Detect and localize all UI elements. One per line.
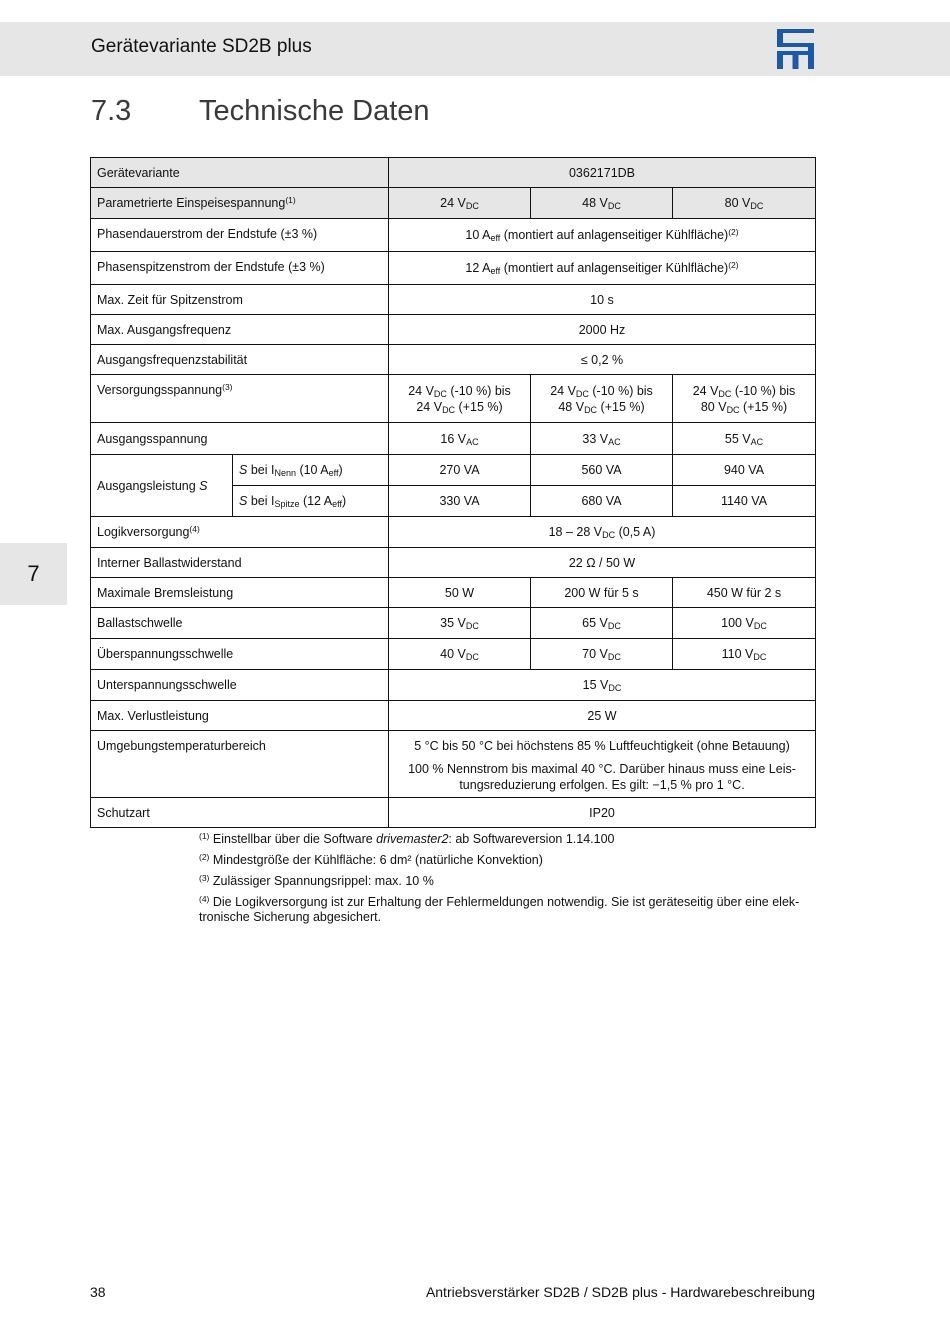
out-power-label: Ausgangsleistung <box>97 478 196 493</box>
value-text: 80 V <box>700 399 727 414</box>
table-row <box>91 455 816 486</box>
temp-value <box>389 731 816 798</box>
value-text: 24 V <box>692 383 719 398</box>
value-text: 24 V <box>550 383 576 398</box>
out-power-spitze-value: 680 VA <box>531 486 673 517</box>
brake-value: 450 W für 2 s <box>673 578 816 608</box>
footnote <box>199 832 815 847</box>
out-power-spitze-label <box>233 486 389 517</box>
supply-range-label-cell <box>91 375 389 423</box>
protection-value: IP20 <box>389 798 816 828</box>
out-power-nenn-value: 560 VA <box>531 455 673 486</box>
max-freq-label: Max. Ausgangsfrequenz <box>91 315 389 345</box>
under-value <box>389 670 816 701</box>
unit-subscript: DC <box>465 652 479 662</box>
table-row <box>91 548 816 578</box>
out-power-nenn-value: 270 VA <box>389 455 531 486</box>
supply-label: Parametrierte Einspeisespannung <box>97 196 286 210</box>
unit-subscript: DC <box>433 388 447 399</box>
loss-label: Max. Verlustleistung <box>91 701 389 731</box>
logic-value <box>389 517 816 548</box>
unit-subscript: DC <box>608 683 622 693</box>
unit-subscript: eff <box>332 499 342 509</box>
footnote-ref: (2) <box>728 227 739 237</box>
symbol-s: S <box>239 463 248 477</box>
unit-subscript: eff <box>490 233 501 243</box>
footnote-ref: (3) <box>222 382 233 392</box>
ballast-thr-value <box>531 608 673 639</box>
footnote <box>199 874 815 889</box>
over-label: Überspannungsschwelle <box>91 639 389 670</box>
out-power-spitze-value: 1140 VA <box>673 486 816 517</box>
value-text: (-10 %) bis <box>731 383 796 398</box>
phase-cont-label: Phasendauerstrom der Endstufe (±3 %) <box>91 219 389 252</box>
supply-value: 80 V <box>724 196 751 210</box>
over-value <box>673 639 816 670</box>
footnote-mark: (2) <box>199 852 210 862</box>
footnote-text: Die Logikversorgung ist zur Erhaltung der Fehlermeldungen notwendig. Sie ist geräteseitig über eine elek- <box>212 895 800 909</box>
freq-stab-label: Ausgangsfrequenzstabilität <box>91 345 389 375</box>
table-row <box>91 670 816 701</box>
unit-subscript: DC <box>602 530 616 540</box>
temp-line: 5 °C bis 50 °C bei höchstens 85 % Luftfeuchtigkeit (ohne Betauung) <box>414 739 790 753</box>
unit-subscript: AC <box>466 436 479 447</box>
out-voltage-value <box>531 423 673 455</box>
value-text: 15 V <box>582 678 609 692</box>
page-number: 38 <box>90 1284 106 1300</box>
temp-line: 100 % Nennstrom bis maximal 40 °C. Darüber hinaus muss eine Leis- <box>408 762 796 776</box>
ballast-res-value: 22 Ω / 50 W <box>389 548 816 578</box>
table-row <box>91 608 816 639</box>
unit-subscript: DC <box>442 404 456 415</box>
value-text: (montiert auf anlagenseitiger Kühlfläche) <box>500 261 729 275</box>
table-row <box>91 375 816 423</box>
variant-label: Gerätevariante <box>91 158 389 188</box>
value-text: 40 V <box>440 647 466 661</box>
temp-label: Umgebungstemperaturbereich <box>91 731 389 798</box>
table-row <box>91 423 816 455</box>
table-row <box>91 219 816 252</box>
out-power-spitze-value: 330 VA <box>389 486 531 517</box>
value-text: 65 V <box>582 616 608 630</box>
value-text: (0,5 A) <box>615 525 656 539</box>
value-text: 24 V <box>408 383 434 398</box>
label-text: bei I <box>247 494 275 508</box>
technical-data-table <box>90 157 816 828</box>
protection-label: Schutzart <box>91 798 389 828</box>
section-title: Technische Daten <box>199 95 430 127</box>
unit-subscript: DC <box>607 652 621 662</box>
unit-subscript: Nenn <box>274 468 296 478</box>
table-row <box>91 345 816 375</box>
value-text: (+15 %) <box>597 399 645 414</box>
max-freq-value: 2000 Hz <box>389 315 816 345</box>
logic-label-cell <box>91 517 389 548</box>
value-text: 12 A <box>465 261 491 275</box>
phase-cont-value <box>389 219 816 252</box>
ballast-res-label: Interner Ballastwiderstand <box>91 548 389 578</box>
footnote-ref: (2) <box>728 260 739 270</box>
value-text: 55 V <box>724 431 751 446</box>
out-power-label-cell <box>91 455 233 517</box>
footnote-text: tronische Sicherung abgesichert. <box>199 910 382 924</box>
supply-range-label: Versorgungsspannung <box>97 383 223 397</box>
unit-subscript: DC <box>607 621 621 631</box>
ballast-thr-label: Ballastschwelle <box>91 608 389 639</box>
value-text: (+15 %) <box>455 399 503 414</box>
footnote-text: Zulässiger Spannungsrippel: max. 10 % <box>212 874 434 888</box>
unit-subscript: DC <box>575 388 589 399</box>
table-row <box>91 315 816 345</box>
table-row <box>91 188 816 219</box>
section-number: 7.3 <box>91 95 132 127</box>
label-text: ) <box>341 494 347 508</box>
brake-value: 200 W für 5 s <box>531 578 673 608</box>
value-text: (+15 %) <box>739 399 788 414</box>
unit-subscript: Spitze <box>274 499 300 509</box>
ballast-thr-value <box>673 608 816 639</box>
value-text: 110 V <box>721 647 754 661</box>
unit-subscript: DC <box>753 621 767 631</box>
footnote-text: : ab Softwareversion 1.14.100 <box>448 832 615 846</box>
table-row <box>91 639 816 670</box>
value-text: 16 V <box>440 431 467 446</box>
supply-value: 48 V <box>582 196 608 210</box>
loss-value: 25 W <box>389 701 816 731</box>
supply-value-cell <box>673 188 816 219</box>
supply-range-value <box>389 375 531 423</box>
footer-document-title: Antriebsverstärker SD2B / SD2B plus - Hardwarebeschreibung <box>425 1284 815 1300</box>
value-text: 100 V <box>721 616 754 630</box>
value-text: 70 V <box>582 647 608 661</box>
value-text: 48 V <box>558 399 585 414</box>
footnote <box>199 895 815 925</box>
table-row <box>91 578 816 608</box>
table-row <box>91 252 816 285</box>
supply-range-value <box>673 375 816 423</box>
unit-subscript: AC <box>750 436 764 447</box>
table-row <box>91 798 816 828</box>
unit-subscript: DC <box>465 621 479 631</box>
max-time-label: Max. Zeit für Spitzenstrom <box>91 285 389 315</box>
ballast-thr-value <box>389 608 531 639</box>
footnote-ref: (1) <box>285 195 296 205</box>
under-label: Unterspannungsschwelle <box>91 670 389 701</box>
section-heading <box>91 95 430 128</box>
supply-value-cell <box>389 188 531 219</box>
chapter-tab: 7 <box>0 543 67 605</box>
out-voltage-label: Ausgangsspannung <box>91 423 389 455</box>
brake-label: Maximale Bremsleistung <box>91 578 389 608</box>
unit-subscript: DC <box>750 201 764 211</box>
over-value <box>389 639 531 670</box>
footnotes <box>199 832 815 931</box>
over-value <box>531 639 673 670</box>
value-text: 24 V <box>416 399 443 414</box>
company-logo <box>777 29 814 69</box>
supply-range-value <box>531 375 673 423</box>
value-text: (montiert auf anlagenseitiger Kühlfläche) <box>500 228 729 242</box>
value-text: 10 A <box>465 228 491 242</box>
table-row <box>91 158 816 188</box>
label-text: ) <box>338 463 343 477</box>
footnote-ref: (4) <box>189 524 200 534</box>
logic-label: Logikversorgung <box>97 525 190 539</box>
footnote-text: Einstellbar über die Software <box>212 832 377 846</box>
out-voltage-value <box>389 423 531 455</box>
symbol-s: S <box>239 494 248 508</box>
software-name: drivemaster2 <box>376 832 449 846</box>
value-text: (-10 %) bis <box>588 383 653 398</box>
footnote-mark: (4) <box>199 894 210 904</box>
phase-peak-value <box>389 252 816 285</box>
value-text: (-10 %) bis <box>446 383 511 398</box>
unit-subscript: AC <box>608 436 621 447</box>
label-text: (12 A <box>299 494 333 508</box>
unit-subscript: DC <box>584 404 598 415</box>
unit-subscript: DC <box>465 201 479 211</box>
out-power-nenn-value: 940 VA <box>673 455 816 486</box>
value-text: 18 – 28 V <box>548 525 603 539</box>
supply-label-cell <box>91 188 389 219</box>
symbol-s: S <box>199 478 208 493</box>
value-text: 33 V <box>582 431 609 446</box>
unit-subscript: eff <box>328 468 339 478</box>
freq-stab-value: ≤ 0,2 % <box>389 345 816 375</box>
max-time-value: 10 s <box>389 285 816 315</box>
unit-subscript: DC <box>607 201 621 211</box>
variant-value: 0362171DB <box>389 158 816 188</box>
out-power-nenn-label <box>233 455 389 486</box>
page-header-title: Gerätevariante SD2B plus <box>91 36 312 57</box>
footnote <box>199 853 815 868</box>
footnote-mark: (1) <box>199 831 210 841</box>
label-text: bei I <box>247 463 275 477</box>
supply-value: 24 V <box>440 196 466 210</box>
unit-subscript: DC <box>718 388 732 399</box>
unit-subscript: DC <box>726 404 740 415</box>
footnote-text: Mindestgröße der Kühlfläche: 6 dm² (natürliche Konvektion) <box>212 853 543 867</box>
unit-subscript: DC <box>753 652 767 662</box>
footnote-mark: (3) <box>199 873 210 883</box>
supply-value-cell <box>531 188 673 219</box>
table-row <box>91 731 816 798</box>
phase-peak-label: Phasenspitzenstrom der Endstufe (±3 %) <box>91 252 389 285</box>
out-voltage-value <box>673 423 816 455</box>
label-text: (10 A <box>295 463 329 477</box>
table-row <box>91 517 816 548</box>
table-row <box>91 701 816 731</box>
brake-value: 50 W <box>389 578 531 608</box>
value-text: 35 V <box>440 616 466 630</box>
temp-line: tungsreduzierung erfolgen. Es gilt: −1,5 % pro 1 °C. <box>459 778 745 792</box>
unit-subscript: eff <box>490 266 501 276</box>
table-row <box>91 285 816 315</box>
